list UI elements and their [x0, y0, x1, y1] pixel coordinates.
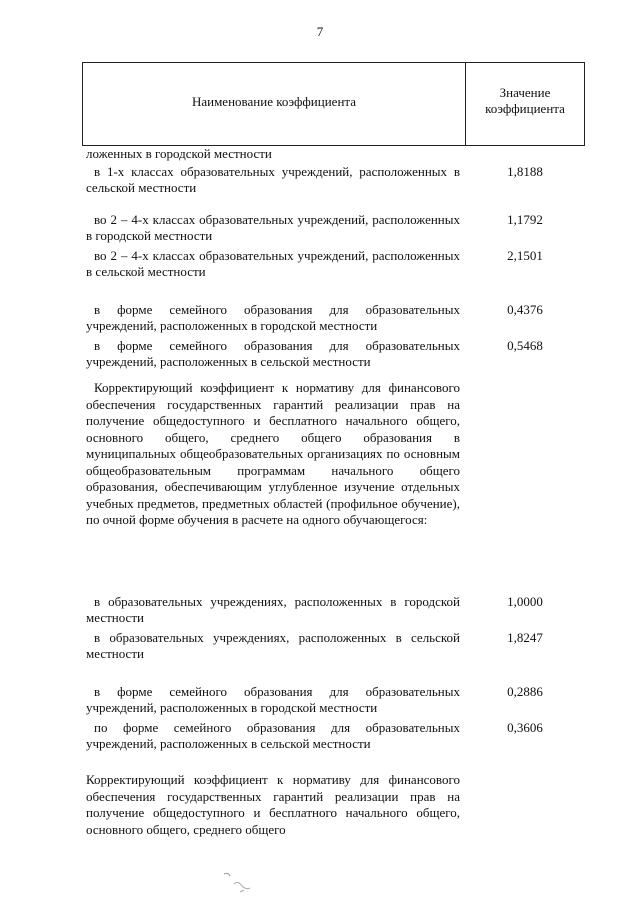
row-value: 1,8247 — [507, 630, 543, 645]
row-text: в форме семейного образования для образовательных учреждений, расположенных в городской местности — [86, 684, 460, 715]
row-text: в форме семейного образования для образовательных учреждений, расположенных в сельской местности — [86, 338, 460, 369]
row-value: 0,4376 — [507, 302, 543, 317]
coefficient-description: Корректирующий коэффициент к нормативу для финансового обеспечения государственных гарантий реализации прав на получение общедоступного и бесплатного начального общего, основного общего, среднего общего — [86, 772, 460, 837]
row-text: в образовательных учреждениях, расположенных в сельской местности — [86, 630, 460, 661]
row-value: 0,2886 — [507, 684, 543, 699]
row-text: во 2 – 4-х классах образовательных учреждений, расположенных в городской местности — [86, 212, 460, 243]
header-name-column: Наименование коэффициента — [191, 94, 357, 109]
page-number: 7 — [316, 24, 324, 39]
row-value: 0,5468 — [507, 338, 543, 353]
row-text: в 1-х классах образовательных учреждений, расположенных в сельской местности — [86, 164, 460, 195]
row-text: ложенных в городской местности — [86, 146, 272, 161]
header-value-line1: Значение — [499, 85, 551, 100]
coefficient-description: Корректирующий коэффициент к нормативу для финансового обеспечения государственных гарантий реализации прав на получение общедоступного и бесплатного начального общего, основного общего, среднего общего образования в муниципальных общеобразовательных организациях по основным общеобразовательным программам начального общего образования, обеспечивающим углубленное изучение отдельных учебных предметов, предметных областей (профильное обучение), по очной форме обучения в расчете на одного обучающегося: — [86, 380, 460, 527]
row-value: 0,3606 — [507, 720, 543, 735]
header-value-column — [466, 85, 584, 117]
scan-mark — [220, 868, 260, 901]
row-text: во 2 – 4-х классах образовательных учреждений, расположенных в сельской местности — [86, 248, 460, 279]
row-value: 2,1501 — [507, 248, 543, 263]
row-text: в образовательных учреждениях, расположенных в городской местности — [86, 594, 460, 625]
header-value-line2: коэффициента — [485, 101, 565, 116]
row-value: 1,1792 — [507, 212, 543, 227]
row-value: 1,0000 — [507, 594, 543, 609]
row-text: по форме семейного образования для образовательных учреждений, расположенных в сельской местности — [86, 720, 460, 751]
row-text: в форме семейного образования для образовательных учреждений, расположенных в городской местности — [86, 302, 460, 333]
row-value: 1,8188 — [507, 164, 543, 179]
table-header — [82, 62, 585, 146]
